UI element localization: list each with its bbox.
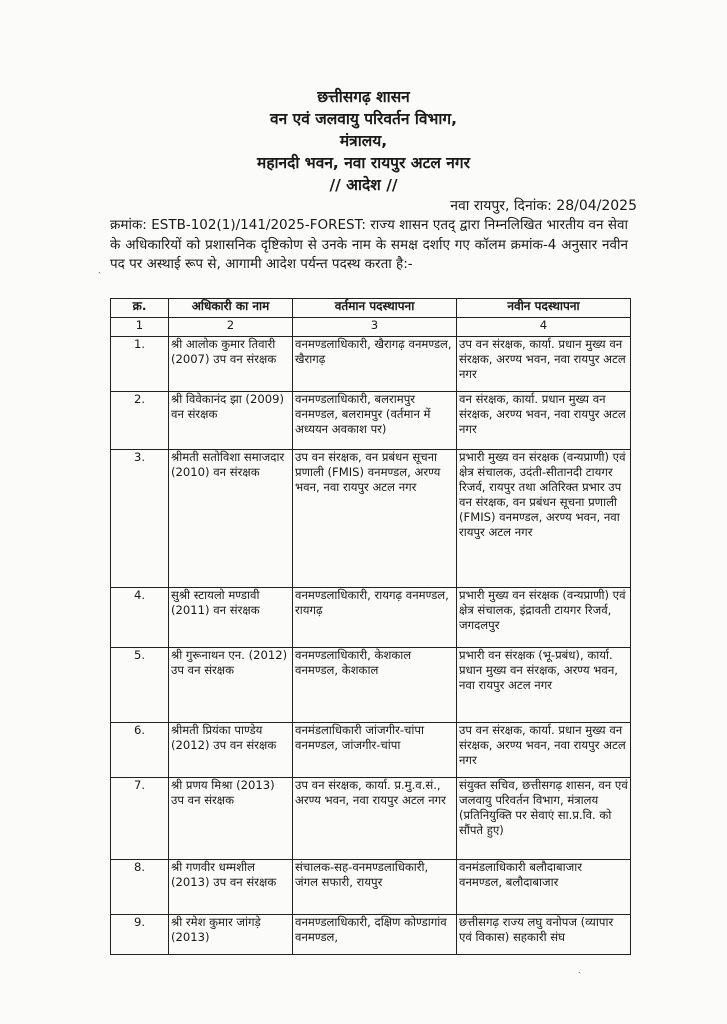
- table-row: [111, 337, 631, 392]
- row-officer-name: श्री प्रणय मिश्रा (2013) उप वन संरक्षक: [169, 778, 293, 860]
- row-current-posting: वनमंडलाधिकारी जांजगीर-चांपा वनमण्डल, जांजगीर-चांपा: [293, 723, 457, 778]
- row-serial: 9.: [111, 915, 169, 955]
- row-current-posting: संचालक-सह-वनमण्डलाधिकारी, जंगल सफारी, रायपुर: [293, 860, 457, 915]
- row-officer-name: श्री गणवीर धम्मशील (2013) उप वन संरक्षक: [169, 860, 293, 915]
- header-govt: छत्तीसगढ़ शासन: [317, 88, 410, 106]
- order-intro: क्रमांक: ESTB-102(1)/141/2025-FOREST: राज्य शासन एतद् द्वारा निम्नलिखित भारतीय वन सेवा के अधिकारियों को प्रशासनिक दृष्टिकोण से उनके नाम के समक्ष दर्शाए गए कॉलम क्रमांक-4 अनुसार नवीन पद पर अस्थाई रूप से, आगामी आदेश पर्यन्त पदस्थ करता है:-: [110, 217, 628, 272]
- col-header-sn: क्र.: [111, 299, 169, 318]
- col-number: 1: [111, 318, 169, 337]
- row-serial: 5.: [111, 648, 169, 723]
- row-serial: 6.: [111, 723, 169, 778]
- row-new-posting: प्रभारी मुख्य वन संरक्षक (वन्यप्राणी) एवं क्षेत्र संचालक, उदंती-सीतानदी टायगर रिजर्व, रायपुर तथा अतिरिक्त प्रभार उप वन संरक्षक, वन प्रबंधन सूचना प्रणाली (FMIS) वनमण्डल, अरण्य भवन, नवा रायपुर अटल नगर: [457, 450, 631, 588]
- margin-mark: ˎ: [98, 263, 102, 274]
- row-serial: 7.: [111, 778, 169, 860]
- row-officer-name: श्रीमती सतोविशा समाजदार (2010) वन संरक्षक: [169, 450, 293, 588]
- row-current-posting: उप वन संरक्षक, वन प्रबंधन सूचना प्रणाली (FMIS) वनमण्डल, अरण्य भवन, नवा रायपुर अटल नगर: [293, 450, 457, 588]
- table-row: [111, 915, 631, 955]
- col-header-new: नवीन पदस्थापना: [457, 299, 631, 318]
- row-officer-name: श्री विवेकानंद झा (2009) वन संरक्षक: [169, 392, 293, 450]
- header-order-title: // आदेश //: [329, 176, 398, 194]
- margin-mark: ˎ: [578, 963, 582, 974]
- row-serial: 4.: [111, 588, 169, 648]
- row-officer-name: श्री आलोक कुमार तिवारी (2007) उप वन संरक्षक: [169, 337, 293, 392]
- table-row: [111, 778, 631, 860]
- row-current-posting: उप वन संरक्षक, कार्या. प्र.मु.व.सं., अरण्य भवन, नवा रायपुर अटल नगर: [293, 778, 457, 860]
- row-serial: 1.: [111, 337, 169, 392]
- row-current-posting: वनमण्डलाधिकारी, केशकाल वनमण्डल, केशकाल: [293, 648, 457, 723]
- row-officer-name: श्री रमेश कुमार जांगड़े (2013): [169, 915, 293, 955]
- order-date: नवा रायपुर, दिनांक: 28/04/2025: [450, 198, 637, 214]
- col-number: 2: [169, 318, 293, 337]
- row-current-posting: वनमण्डलाधिकारी, बलरामपुर वनमण्डल, बलरामपुर (वर्तमान में अध्ययन अवकाश पर): [293, 392, 457, 450]
- row-new-posting: छत्तीसगढ़ राज्य लघु वनोपज (व्यापार एवं विकास) सहकारी संघ: [457, 915, 631, 955]
- row-new-posting: वनमंडलाधिकारी बलौदाबाजार वनमण्डल, बलौदाबाजार: [457, 860, 631, 915]
- col-header-current: वर्तमान पदस्थापना: [293, 299, 457, 318]
- table-row: [111, 588, 631, 648]
- document-header: [0, 86, 727, 196]
- table-row: [111, 392, 631, 450]
- row-new-posting: वन संरक्षक, कार्या. प्रधान मुख्य वन संरक्षक, अरण्य भवन, नवा रायपुर अटल नगर: [457, 392, 631, 450]
- col-header-name: अधिकारी का नाम: [169, 299, 293, 318]
- table-row: [111, 648, 631, 723]
- row-current-posting: वनमण्डलाधिकारी, दक्षिण कोण्डागांव वनमण्डल,: [293, 915, 457, 955]
- table-row: [111, 860, 631, 915]
- row-current-posting: वनमण्डलाधिकारी, रायगढ़ वनमण्डल, रायगढ़: [293, 588, 457, 648]
- header-ministry: मंत्रालय,: [339, 132, 388, 150]
- row-officer-name: श्रीमती प्रियंका पाण्डेय (2012) उप वन संरक्षक: [169, 723, 293, 778]
- header-address: महानदी भवन, नवा रायपुर अटल नगर: [257, 154, 470, 172]
- row-serial: 3.: [111, 450, 169, 588]
- row-new-posting: प्रभारी मुख्य वन संरक्षक (वन्यप्राणी) एवं क्षेत्र संचालक, इंद्रावती टायगर रिजर्व, जगदलपुर: [457, 588, 631, 648]
- col-number: 4: [457, 318, 631, 337]
- row-officer-name: श्री गुरूनाथन एन. (2012) उप वन संरक्षक: [169, 648, 293, 723]
- row-officer-name: सुश्री स्टायलो मण्डावी (2011) वन संरक्षक: [169, 588, 293, 648]
- row-new-posting: प्रभारी वन संरक्षक (भू-प्रबंध), कार्या. प्रधान मुख्य वन संरक्षक, अरण्य भवन, नवा रायपुर अटल नगर: [457, 648, 631, 723]
- table-header-row: [111, 299, 631, 318]
- row-serial: 2.: [111, 392, 169, 450]
- table-row: [111, 450, 631, 588]
- column-number-row: [111, 318, 631, 337]
- header-department: वन एवं जलवायु परिवर्तन विभाग,: [270, 110, 457, 128]
- row-new-posting: संयुक्त सचिव, छत्तीसगढ़ शासन, वन एवं जलवायु परिवर्तन विभाग, मंत्रालय (प्रतिनियुक्ति पर सेवाएं सा.प्र.वि. को सौंपते हुए): [457, 778, 631, 860]
- table-row: [111, 723, 631, 778]
- col-number: 3: [293, 318, 457, 337]
- row-new-posting: उप वन संरक्षक, कार्या. प्रधान मुख्य वन संरक्षक, अरण्य भवन, नवा रायपुर अटल नगर: [457, 337, 631, 392]
- row-new-posting: उप वन संरक्षक, कार्या. प्रधान मुख्य वन संरक्षक, अरण्य भवन, नवा रायपुर अटल नगर: [457, 723, 631, 778]
- row-serial: 8.: [111, 860, 169, 915]
- posting-table: [110, 298, 631, 955]
- row-current-posting: वनमण्डलाधिकारी, खैरागढ़ वनमण्डल, खैरागढ़: [293, 337, 457, 392]
